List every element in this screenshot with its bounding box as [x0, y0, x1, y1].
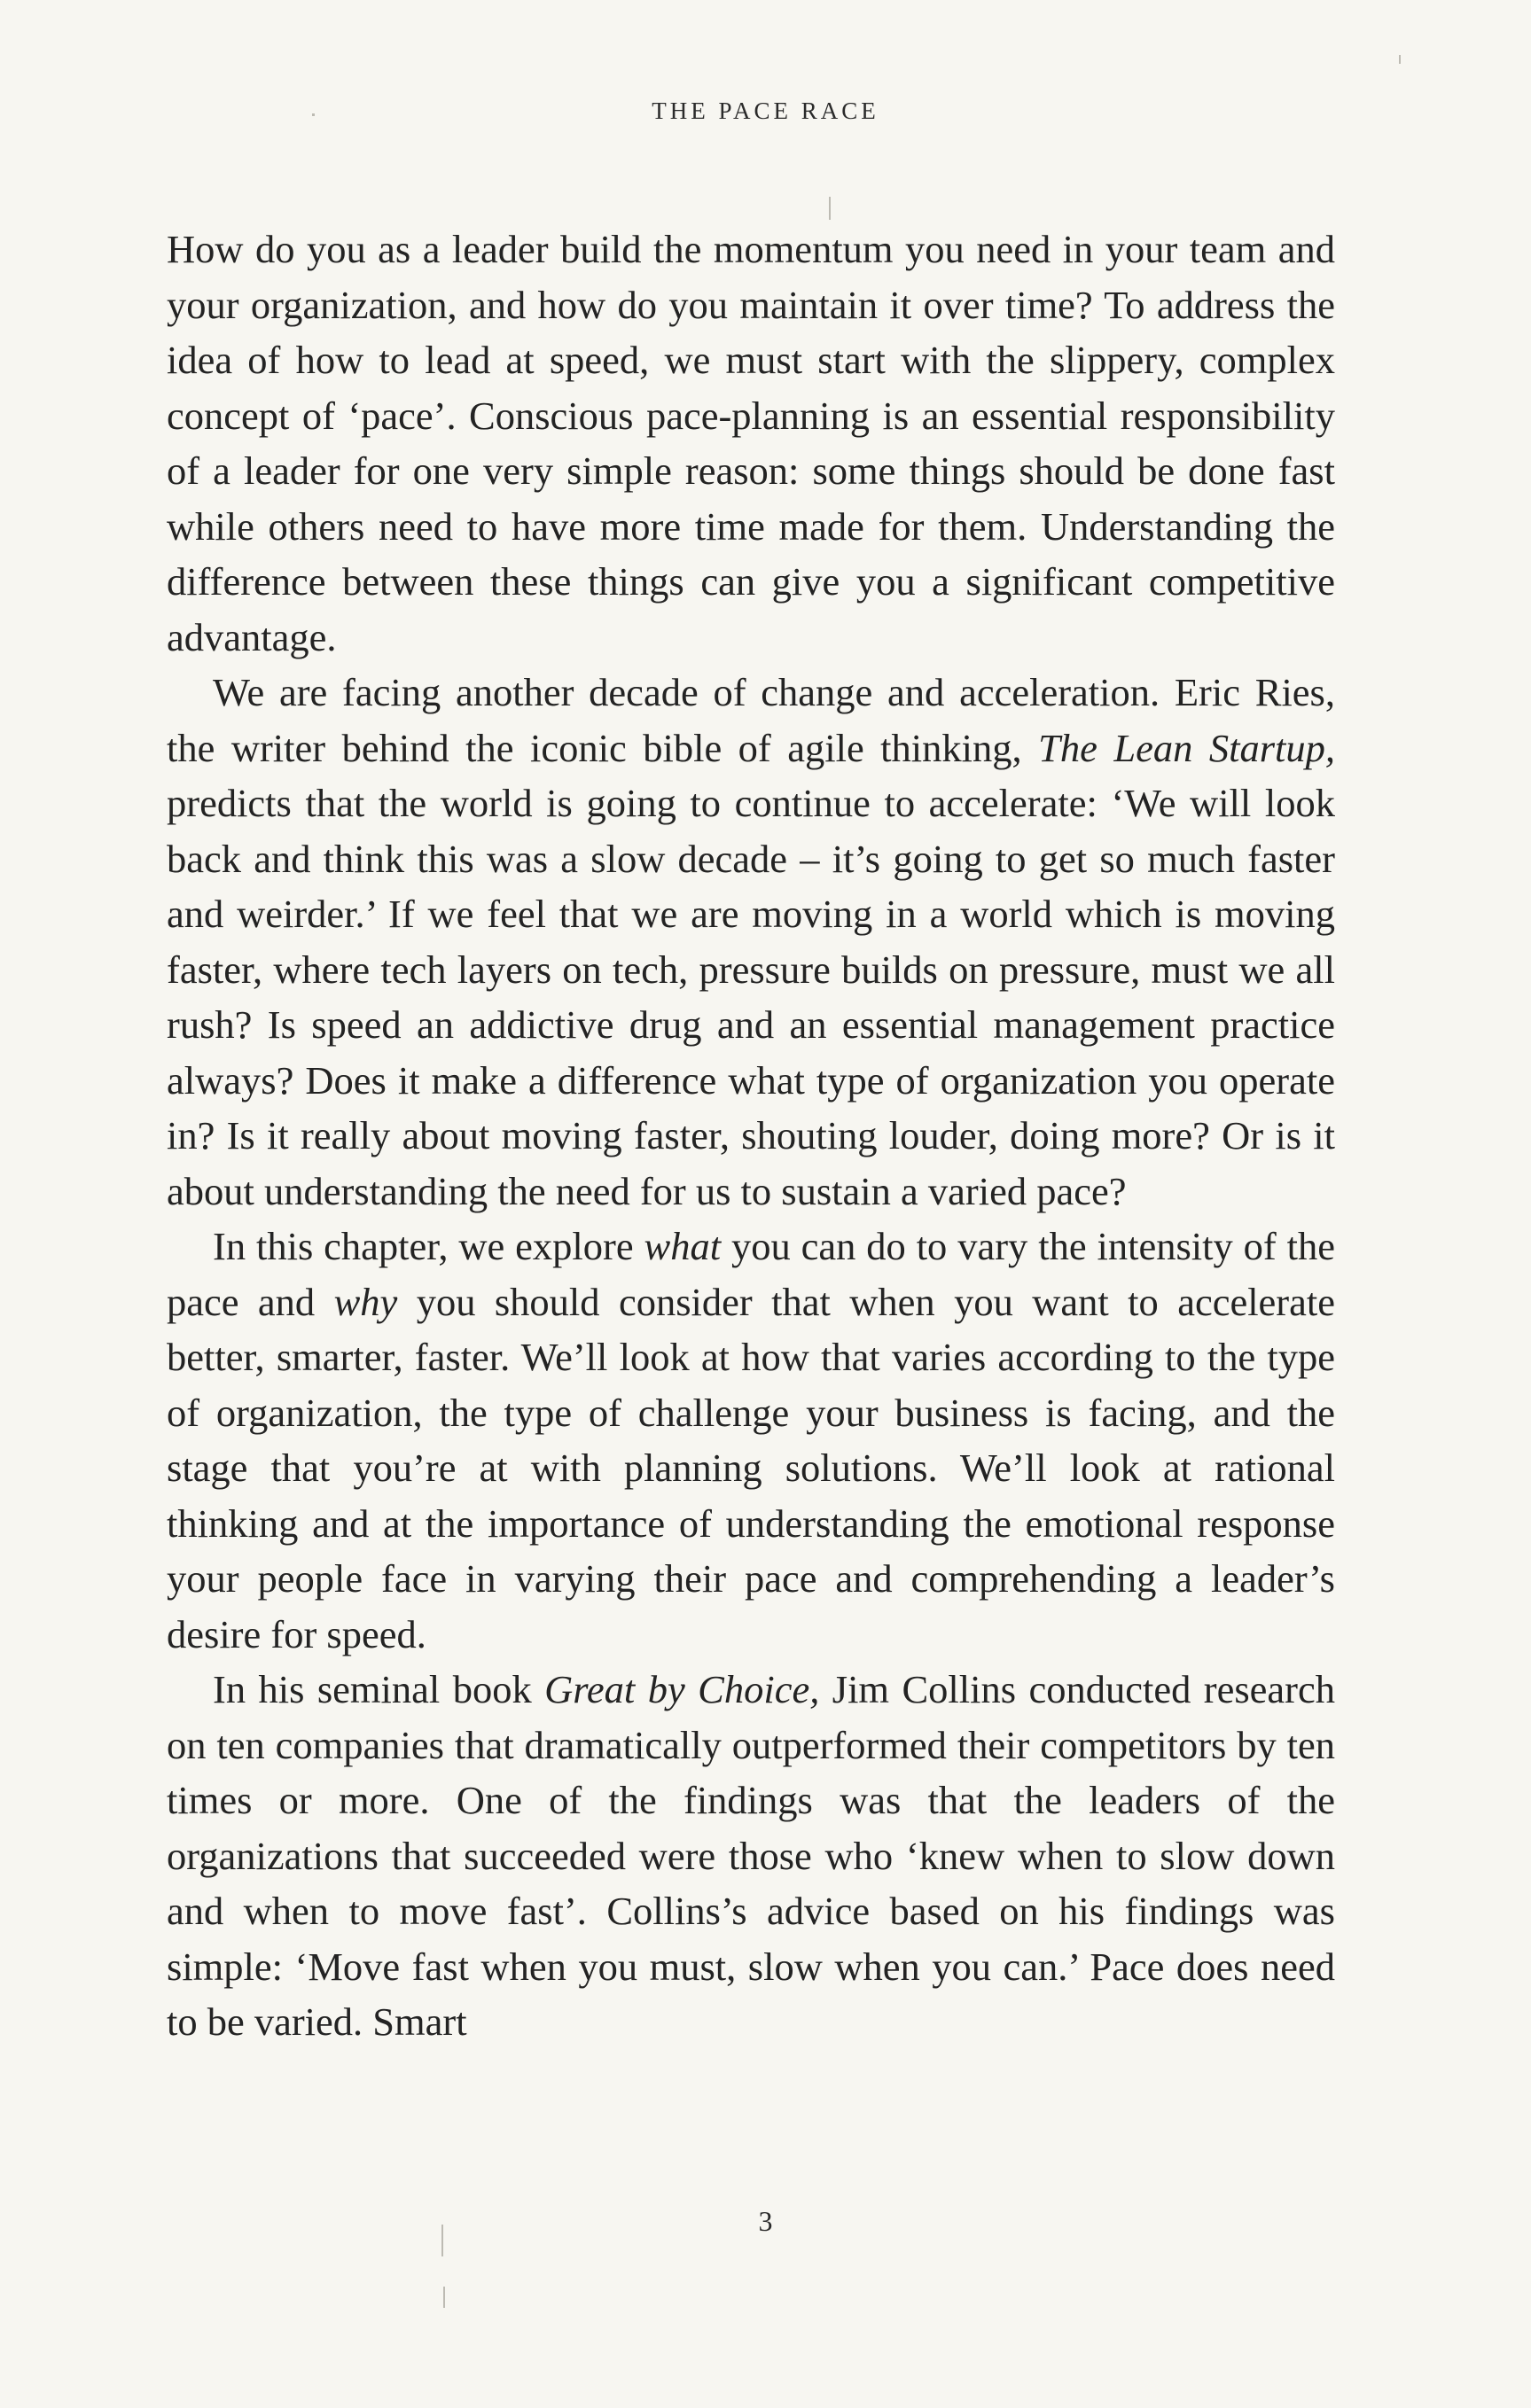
paragraph-4-text-b: Jim Collins conducted research on ten companies that dramatically outperformed their competitors by ten times or more. One of the findings was that the leaders of the organizations that succeeded were those who ‘knew when to slow down and when to move fast’. Collins’s advice based on his findings was simple: ‘Move fast when you must, slow when you can.’ Pace does need to be varied. Smart	[167, 1667, 1335, 2044]
scan-speck	[312, 113, 315, 116]
scan-speck	[443, 2287, 445, 2308]
paragraph-3-text-c: you should consider that when you want to accelerate better, smarter, faster. We’ll look at how that varies according to the type of organization, the type of challenge your business is facing, and the stage that you’re at with planning solutions. We’ll look at rational thinking and at the importance of understanding the emotional response your people face in varying their pace and comprehending a leader’s desire for speed.	[167, 1279, 1335, 1656]
paragraph-4	[167, 1662, 1335, 2050]
page-number: 3	[758, 2205, 773, 2237]
body-text	[167, 222, 1335, 2050]
paragraph-1-text: How do you as a leader build the momentum you need in your team and your organization, and how do you maintain it over time? To address the idea of how to lead at speed, we must start with the slippery, complex concept of ‘pace’. Conscious pace-planning is an essential responsibility of a leader for one very simple reason: some things should be done fast while others need to have more time made for them. Understanding the difference between these things can give you a significant competitive advantage.	[167, 227, 1335, 659]
running-head: THE PACE RACE	[652, 97, 879, 124]
emphasis-what: what	[644, 1224, 722, 1268]
paragraph-3-text-a: In this chapter, we explore	[213, 1224, 644, 1268]
emphasis-why: why	[333, 1279, 398, 1324]
paragraph-2-text-b: predicts that the world is going to continue to accelerate: ‘We will look back and think this was a slow decade – it’s going to get so much faster and weirder.’ If we feel that we are moving in a world which is moving faster, where tech layers on tech, pressure builds on pressure, must we all rush? Is speed an addictive drug and an essential management practice always? Does it make a difference what type of organization you operate in? Is it really about moving faster, shouting louder, doing more? Or is it about understanding the need for us to sustain a varied pace?	[167, 781, 1335, 1213]
paragraph-2-text-a: We are facing another decade of change and acceleration. Eric Ries, the writer behind the iconic bible of agile thinking,	[167, 670, 1335, 770]
book-title-great-by-choice: Great by Choice,	[544, 1667, 820, 1711]
scan-speck	[829, 197, 831, 220]
paragraph-1	[167, 222, 1335, 665]
paragraph-4-text-a: In his seminal book	[213, 1667, 545, 1711]
scan-speck	[441, 2225, 443, 2256]
paragraph-3-text-b: you can do to vary the intensity of the pace and	[167, 1224, 1335, 1324]
paragraph-3	[167, 1219, 1335, 1662]
scan-speck	[1399, 55, 1401, 64]
book-title-lean-startup: The Lean Startup,	[1038, 725, 1335, 770]
paragraph-2	[167, 665, 1335, 1219]
